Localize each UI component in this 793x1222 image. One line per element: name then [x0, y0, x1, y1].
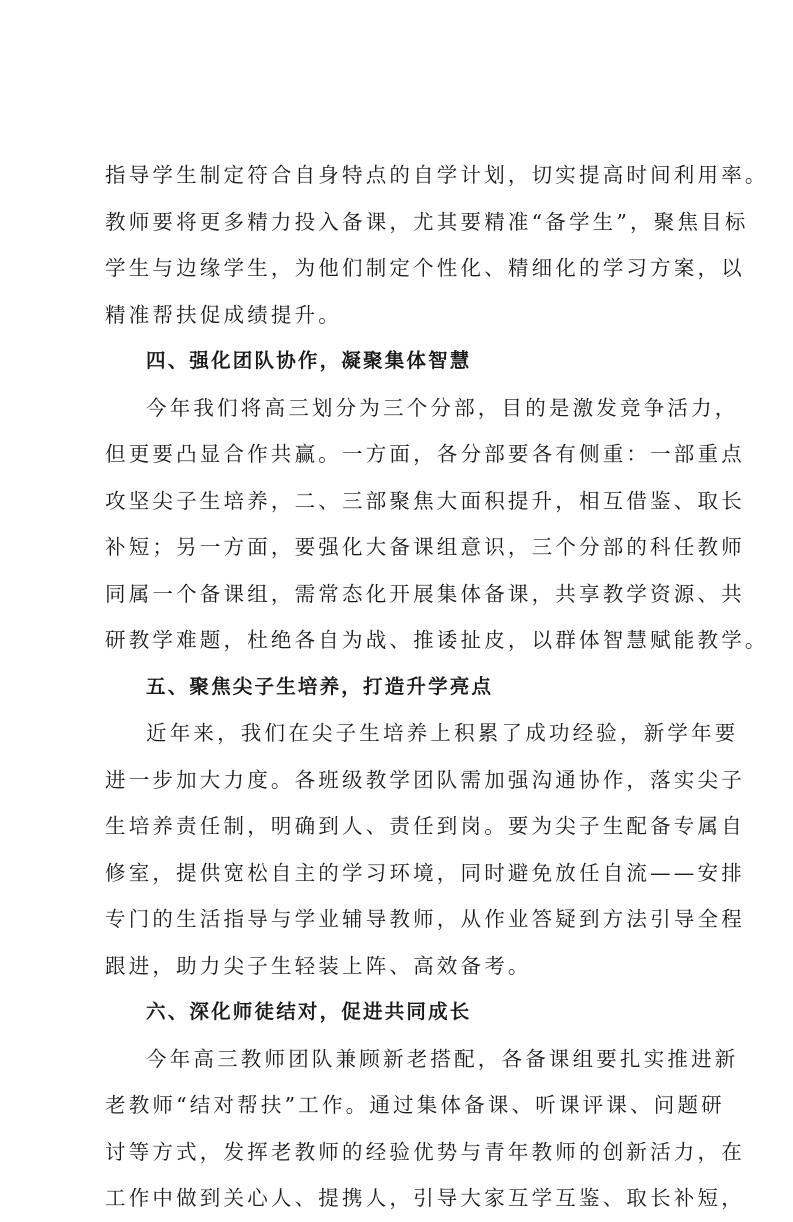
document-page — [105, 152, 769, 1222]
text-line: 跟进，助力尖子生轻装上阵、高效备考。 — [105, 953, 532, 978]
text-line: 指导学生制定符合自身特点的自学计划，切实提高时间利用率。 — [105, 163, 769, 187]
heading-text: 四、强化团队协作，凝聚集体智慧 — [146, 349, 472, 372]
text-line: 修室，提供宽松自主的学习环境，同时避免放任自流——安排 — [105, 860, 745, 885]
text-line: 但更要凸显合作共赢。一方面，各分部要各有侧重：一部重点 — [105, 442, 745, 466]
text-line: 同属一个备课组，需常态化开展集体备课，共享教学资源、共 — [105, 581, 745, 606]
body-paragraph — [105, 710, 745, 989]
text-line: 近年来，我们在尖子生培养上积累了成功经验，新学年要 — [146, 721, 739, 745]
section-heading — [105, 338, 691, 385]
text-line: 学生与边缘学生，为他们制定个性化、精细化的学习方案，以 — [105, 256, 745, 280]
text-line: 教师要将更多精力投入备课，尤其要精准“备学生”，聚焦目标 — [105, 209, 749, 234]
text-line: 进一步加大力度。各班级教学团队需加强沟通协作，落实尖子 — [105, 767, 745, 792]
body-paragraph — [105, 1036, 745, 1222]
text-line: 攻坚尖子生培养，二、三部聚焦大面积提升，相互借鉴、取长 — [105, 488, 745, 513]
text-line: 补短；另一方面，要强化大备课组意识，三个分部的科任教师 — [105, 535, 745, 559]
text-line: 今年高三教师团队兼顾新老搭配，各备课组要扎实推进新 — [146, 1046, 739, 1071]
text-line: 工作中做到关心人、提携人，引导大家互学互鉴、取长补短， — [105, 1186, 745, 1210]
text-line: 讨等方式，发挥老教师的经验优势与青年教师的创新活力，在 — [105, 1139, 745, 1164]
section-heading — [105, 989, 691, 1036]
text-line: 生培养责任制，明确到人、责任到岗。要为尖子生配备专属自 — [105, 814, 745, 838]
text-line: 专门的生活指导与学业辅导教师，从作业答疑到方法引导全程 — [105, 907, 745, 931]
text-line: 精准帮扶促成绩提升。 — [105, 302, 342, 327]
heading-text: 六、深化师徒结对，促进共同成长 — [146, 1000, 472, 1023]
heading-text: 五、聚焦尖子生培养，打造升学亮点 — [146, 674, 494, 698]
text-line: 老教师“结对帮扶”工作。通过集体备课、听课评课、问题研 — [105, 1093, 725, 1117]
text-line: 今年我们将高三划分为三个分部，目的是激发竞争活力， — [146, 395, 739, 420]
body-paragraph — [105, 385, 769, 664]
text-line: 研教学难题，杜绝各自为战、推诿扯皮，以群体智慧赋能教学。 — [105, 628, 769, 652]
body-paragraph — [105, 152, 769, 338]
section-heading — [105, 664, 691, 711]
